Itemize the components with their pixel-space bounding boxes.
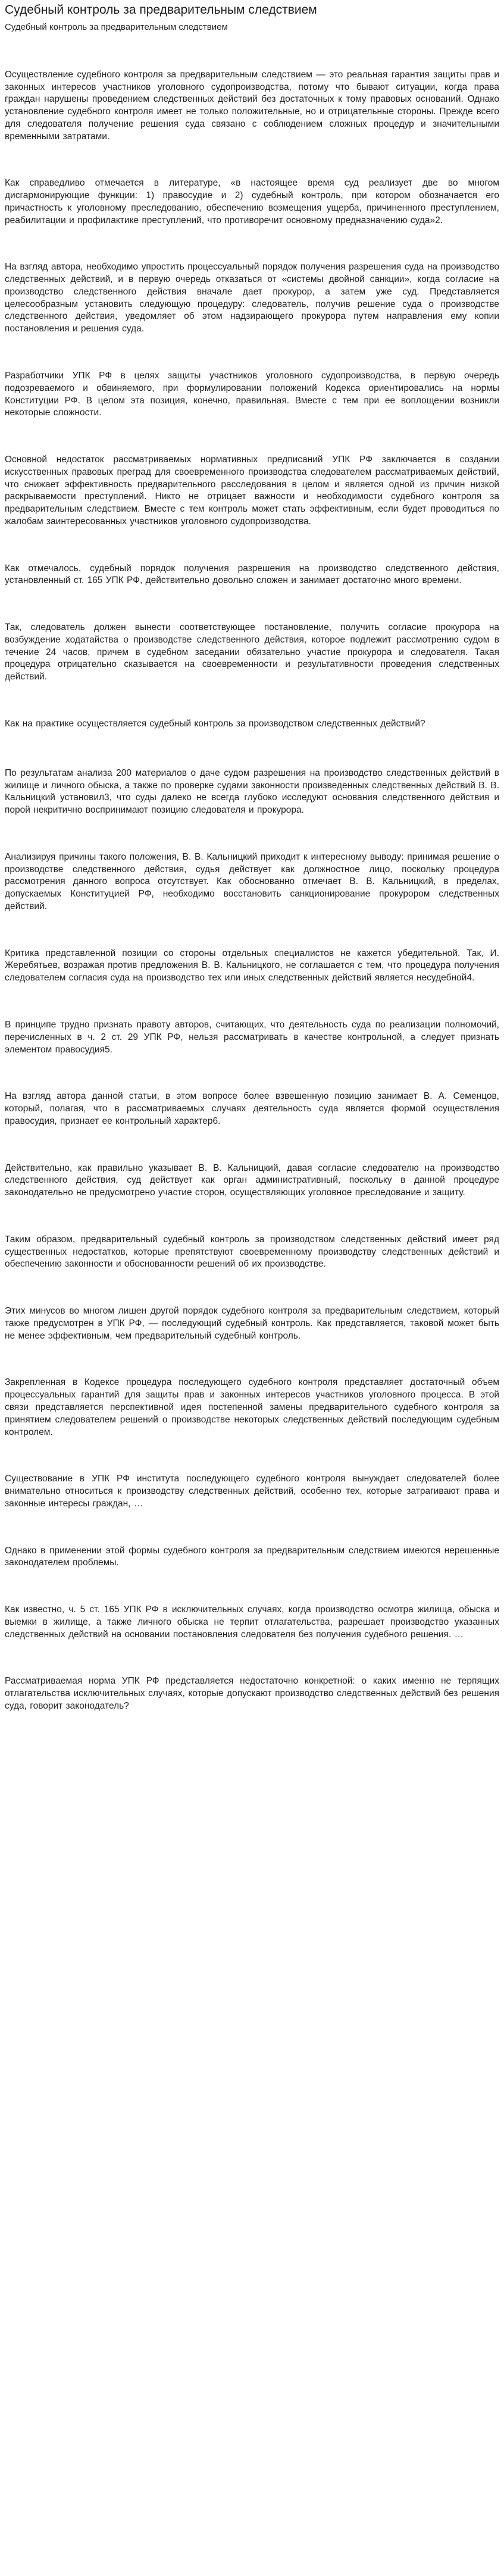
- article-paragraph: В принципе трудно признать правоту авторов, считающих, что деятельность суда по реализации полномочий, перечисленных в ч. 2 ст. 29 УПК РФ, нельзя рассматривать в качестве контрольной, а следует признать элементом правосудия5.: [5, 1019, 499, 1055]
- article-paragraph: Критика представленной позиции со стороны отдельных специалистов не кажется убедительной. Так, И. Жеребятьев, возражая против предложения В. В. Кальницкого, не соглашается с тем, что процедура получения следователем согласия суда на производство тех или иных следственных действий является несудебной4.: [5, 948, 499, 983]
- article-paragraph: Как справедливо отмечается в литературе, «в настоящее время суд реализует две во многом дисгармонирующие функции: 1) правосудие и 2) судебный контроль, при котором обозначается его причастность к уголовному преследованию, обеспечению возмещения ущерба, причиненного преступлением, реабилитации и профилактике преступлений, что противоречит основному предназначению суда»2.: [5, 178, 499, 225]
- article-paragraph: Как известно, ч. 5 ст. 165 УПК РФ в исключительных случаях, когда производство осмотра жилища, обыска и выемки в жилище, а также личного обыска не терпит отлагательства, разрешает производство указанных следственных действий на основании постановления следователя без получения судебного решения. …: [5, 1604, 499, 1640]
- article-paragraph: Осуществление судебного контроля за предварительным следствием — это реальная гарантия защиты прав и законных интересов участников уголовного судопроизводства, потому что бывают ситуации, когда права граждан нарушены проведением следственных действий без достаточных к тому правовых оснований. Однако установление судебного контроля имеет не только положительные, но и отрицательные стороны. Прежде всего для следователя получение решения суда связано с соблюдением сложных процедур и значительными временными затратами.: [5, 69, 499, 142]
- article-paragraph: Основной недостаток рассматриваемых нормативных предписаний УПК РФ заключается в создании искусственных правовых преград для своевременного производства следователем рассматриваемых действий, что снижает эффективность предварительного расследования в целом и является одной из причин низкой раскрываемости преступлений. Никто не отрицает важности и необходимости судебного контроля за предварительным следствием. Вместе с тем контроль может стать эффективным, если будет проводиться по жалобам заинтересованных участников уголовного судопроизводства.: [5, 455, 499, 527]
- article-paragraph: Анализируя причины такого положения, В. В. Кальницкий приходит к интересному выводу: принимая решение о производстве следственного действия, судья действует как должностное лицо, поскольку процедура рассмотрения данного вопроса отсутствует. Как обоснованно отмечает В. В. Кальницкий, в пределах, допускаемых Конституцией РФ, необходимо восстановить санкционирование прокурором следственных действий.: [5, 851, 499, 911]
- article-paragraph: На взгляд автора, необходимо упростить процессуальный порядок получения разрешения суда на производство следственных действий, и в первую очередь отказаться от «системы двойной санкции», когда согласие на производство следственного действия вначале дает прокурор, а затем уже суд. Представляется целесообразным установить следующую процедуру: следователь, получив решение суда о производстве следственного действия, уведомляет об этом надзирающего прокурора путем направления ему копии постановления и решения суда.: [5, 262, 499, 334]
- page-subtitle: Судебный контроль за предварительным следствием: [5, 22, 228, 33]
- article-paragraph: По результатам анализа 200 материалов о даче судом разрешения на производство следственных действий в жилище и личного обыска, а также по проверке судами законности произведенных следственных действий В. В. Кальницкий установил3, что суды далеко не всегда глубоко исследуют основания следственного действия и порой некритично воспринимают позицию следователя и прокурора.: [5, 767, 499, 816]
- article-paragraph: Этих минусов во многом лишен другой порядок судебного контроля за предварительным следствием, который также предусмотрен в УПК РФ, — последующий судебный контроль. Как представляется, таковой может быть не менее эффективным, чем предварительный судебный контроль.: [5, 1306, 499, 1341]
- article-paragraph: Разработчики УПК РФ в целях защиты участников уголовного судопроизводства, в первую очередь подозреваемого и обвиняемого, при формулировании положений Кодекса ориентировались на нормы Конституции РФ. В целом эта позиция, конечно, правильная. Вместе с тем при ее воплощении возникли некоторые сложности.: [5, 371, 499, 418]
- article-question-paragraph: Как на практике осуществляется судебный контроль за производством следственных действий?: [5, 719, 425, 729]
- article-paragraph: Как отмечалось, судебный порядок получения разрешения на производство следственного действия, установленный ст. 165 УПК РФ, действительно довольно сложен и занимает достаточно много времени.: [5, 563, 499, 586]
- article-body: [5, 69, 499, 1713]
- article-paragraph: Действительно, как правильно указывает В. В. Кальницкий, давая согласие следователю на производство следственного действия, суд действует как орган административный, поскольку в данной процедуре законодательно не предусмотрено участие сторон, осуществляющих уголовное преследование и защиту.: [5, 1162, 499, 1198]
- article-paragraph: На взгляд автора данной статьи, в этом вопросе более взвешенную позицию занимает В. А. Семенцов, который, полагая, что в рассматриваемых случаях деятельность суда является формой осуществления правосудия, признает ее контрольный характер6.: [5, 1091, 499, 1126]
- article-paragraph: Закрепленная в Кодексе процедура последующего судебного контроля представляет достаточный объем процессуальных гарантий для защиты прав и законных интересов участников уголовного процесса. В этой связи представляется перспективной идея постепенной замены предварительного судебного контроля за принятием следователем решений о производстве некоторых следственных действий последующим судебным контролем.: [5, 1377, 499, 1437]
- article-paragraph: Таким образом, предварительный судебный контроль за производством следственных действий имеет ряд существенных недостатков, которые препятствуют своевременному производству следственных действий и обеспечению законности и обоснованности решений об их производстве.: [5, 1234, 499, 1270]
- page-title: Судебный контроль за предварительным следствием: [5, 3, 317, 17]
- article-paragraph: Рассматриваемая норма УПК РФ представляется недостаточно конкретной: о каких именно не терпящих отлагательства исключительных случаях, которые допускают производство следственных действий без решения суда, говорит законодатель?: [5, 1676, 499, 1711]
- article-paragraph: Существование в УПК РФ института последующего судебного контроля вынуждает следователей более внимательно относиться к производству следственных действий, особенно тех, которые затрагивают права и законные интересы граждан, …: [5, 1474, 499, 1509]
- article-paragraph: Так, следователь должен вынести соответствующее постановление, получить согласие прокурора на возбуждение ходатайства о производстве следственного действия, которое подлежит рассмотрению судом в течение 24 часов, причем в судебном заседании обязательно участие прокурора и следователя. Такая процедура отрицательно сказывается на своевременности и результативности проведения следственных действий.: [5, 622, 499, 682]
- article-paragraph: Однако в применении этой формы судебного контроля за предварительным следствием имеются нерешенные законодателем проблемы.: [5, 1545, 499, 1568]
